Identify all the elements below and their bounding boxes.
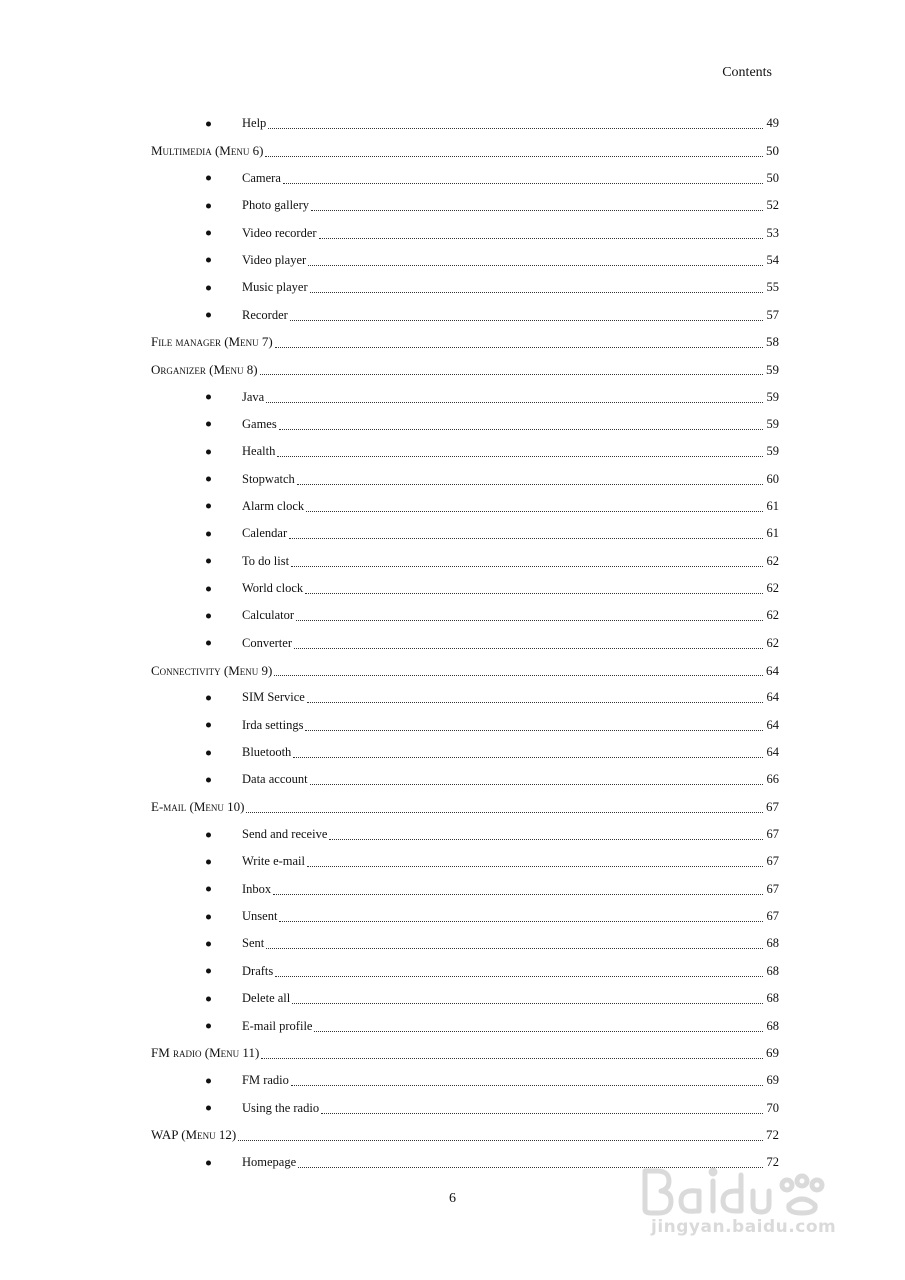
toc-label: Drafts xyxy=(242,963,274,978)
toc-entry[interactable] xyxy=(151,766,779,793)
toc-label: E-mail profile xyxy=(242,1018,313,1033)
toc-entry[interactable] xyxy=(151,630,779,657)
toc-label: Bluetooth xyxy=(242,745,292,760)
toc-entry[interactable] xyxy=(151,575,779,602)
watermark-url: jingyan.baidu.com xyxy=(651,1217,837,1237)
toc-page-number: 68 xyxy=(766,963,779,978)
bullet-icon xyxy=(206,203,211,208)
bullet-icon xyxy=(206,941,211,946)
toc-page-number: 64 xyxy=(766,690,779,705)
dot-leader xyxy=(246,811,763,813)
dot-leader xyxy=(329,838,763,840)
toc-chapter[interactable] xyxy=(151,1040,779,1067)
toc-page-number: 64 xyxy=(766,717,779,732)
toc-label: Recorder xyxy=(242,307,288,322)
toc-page-number: 64 xyxy=(766,745,779,760)
toc-entry[interactable] xyxy=(151,739,779,766)
dot-leader xyxy=(268,127,763,129)
bullet-icon xyxy=(206,313,211,318)
dot-leader xyxy=(319,237,763,239)
bullet-icon xyxy=(206,395,211,400)
toc-page-number: 72 xyxy=(766,1127,779,1143)
toc-entry[interactable] xyxy=(151,1067,779,1094)
bullet-icon xyxy=(206,695,211,700)
toc-label: File manager (Menu 7) xyxy=(151,334,273,350)
toc-page-number: 61 xyxy=(766,498,779,513)
toc-page-number: 62 xyxy=(766,553,779,568)
toc-page-number: 49 xyxy=(766,116,779,131)
bullet-icon xyxy=(206,777,211,782)
dot-leader xyxy=(289,537,763,539)
toc-page-number: 50 xyxy=(766,170,779,185)
toc-chapter[interactable] xyxy=(151,657,779,684)
dot-leader xyxy=(307,701,763,703)
toc-entry[interactable] xyxy=(151,684,779,711)
bullet-icon xyxy=(206,723,211,728)
toc-page-number: 59 xyxy=(766,361,779,377)
toc-entry[interactable] xyxy=(151,383,779,410)
toc-page-number: 70 xyxy=(766,1100,779,1115)
toc-label: Connectivity (Menu 9) xyxy=(151,662,273,678)
toc-entry[interactable] xyxy=(151,274,779,301)
toc-page-number: 62 xyxy=(766,608,779,623)
toc-label: Calculator xyxy=(242,608,295,623)
toc-label: Sent xyxy=(242,936,265,951)
dot-leader xyxy=(275,346,763,348)
baidu-jingyan-logo-icon xyxy=(637,1161,847,1221)
dot-leader xyxy=(297,483,763,485)
dot-leader xyxy=(293,756,763,758)
toc-label: Health xyxy=(242,444,276,459)
bullet-icon xyxy=(206,613,211,618)
toc-entry[interactable] xyxy=(151,1094,779,1121)
dot-leader xyxy=(290,319,763,321)
bullet-icon xyxy=(206,1024,211,1029)
bullet-icon xyxy=(206,586,211,591)
toc-label: Inbox xyxy=(242,881,272,896)
toc-label: Irda settings xyxy=(242,717,304,732)
table-of-contents xyxy=(151,110,779,1176)
bullet-icon xyxy=(206,531,211,536)
dot-leader xyxy=(266,401,763,403)
toc-label: Video player xyxy=(242,252,307,267)
toc-label: Games xyxy=(242,416,277,431)
bullet-icon xyxy=(206,750,211,755)
bullet-icon xyxy=(206,641,211,646)
toc-entry[interactable] xyxy=(151,192,779,219)
toc-label: Organizer (Menu 8) xyxy=(151,361,258,377)
bullet-icon xyxy=(206,887,211,892)
toc-entry[interactable] xyxy=(151,301,779,328)
toc-entry[interactable] xyxy=(151,247,779,274)
dot-leader xyxy=(294,647,763,649)
toc-entry[interactable] xyxy=(151,602,779,629)
bullet-icon xyxy=(206,121,211,126)
toc-page-number: 62 xyxy=(766,581,779,596)
toc-label: Stopwatch xyxy=(242,471,295,486)
toc-page-number: 59 xyxy=(766,416,779,431)
toc-chapter[interactable] xyxy=(151,356,779,383)
dot-leader xyxy=(296,619,763,621)
dot-leader xyxy=(291,1084,763,1086)
toc-entry[interactable] xyxy=(151,110,779,137)
toc-page-number: 60 xyxy=(766,471,779,486)
toc-label: Using the radio xyxy=(242,1100,320,1115)
toc-page-number: 66 xyxy=(766,772,779,787)
bullet-icon xyxy=(206,914,211,919)
toc-label: Send and receive xyxy=(242,827,328,842)
dot-leader xyxy=(266,947,763,949)
toc-entry[interactable] xyxy=(151,876,779,903)
toc-label: Multimedia (Menu 6) xyxy=(151,143,264,159)
dot-leader xyxy=(310,783,763,785)
toc-chapter[interactable] xyxy=(151,137,779,164)
toc-page-number: 59 xyxy=(766,444,779,459)
dot-leader xyxy=(265,155,763,157)
toc-page-number: 54 xyxy=(766,252,779,267)
toc-page-number: 55 xyxy=(766,280,779,295)
page-header-title: Contents xyxy=(722,65,772,80)
toc-entry[interactable] xyxy=(151,958,779,985)
toc-label: Video recorder xyxy=(242,225,317,240)
toc-label: SIM Service xyxy=(242,690,305,705)
toc-page-number: 69 xyxy=(766,1045,779,1061)
bullet-icon xyxy=(206,1078,211,1083)
toc-label: Write e-mail xyxy=(242,854,306,869)
bullet-icon xyxy=(206,477,211,482)
toc-page-number: 68 xyxy=(766,936,779,951)
toc-entry[interactable] xyxy=(151,438,779,465)
bullet-icon xyxy=(206,1160,211,1165)
dot-leader xyxy=(307,865,763,867)
toc-chapter[interactable] xyxy=(151,329,779,356)
page-number: 6 xyxy=(449,1191,456,1206)
toc-label: FM radio (Menu 11) xyxy=(151,1045,260,1061)
toc-label: Java xyxy=(242,389,265,404)
toc-page-number: 53 xyxy=(766,225,779,240)
toc-entry[interactable] xyxy=(151,493,779,520)
dot-leader xyxy=(279,428,763,430)
toc-label: World clock xyxy=(242,581,304,596)
bullet-icon xyxy=(206,449,211,454)
dot-leader xyxy=(277,455,763,457)
toc-page-number: 67 xyxy=(766,909,779,924)
dot-leader xyxy=(308,264,763,266)
dot-leader xyxy=(274,674,763,676)
toc-label: Help xyxy=(242,116,267,131)
toc-entry[interactable] xyxy=(151,712,779,739)
toc-label: Unsent xyxy=(242,909,278,924)
dot-leader xyxy=(305,592,763,594)
toc-page-number: 69 xyxy=(766,1073,779,1088)
toc-label: WAP (Menu 12) xyxy=(151,1127,237,1143)
toc-page-number: 62 xyxy=(766,635,779,650)
toc-entry[interactable] xyxy=(151,848,779,875)
toc-label: Alarm clock xyxy=(242,498,305,513)
toc-label: FM radio xyxy=(242,1073,289,1088)
toc-page-number: 57 xyxy=(766,307,779,322)
bullet-icon xyxy=(206,285,211,290)
toc-chapter[interactable] xyxy=(151,794,779,821)
toc-label: Data account xyxy=(242,772,308,787)
bullet-icon xyxy=(206,258,211,263)
toc-entry[interactable] xyxy=(151,821,779,848)
dot-leader xyxy=(238,1139,763,1141)
toc-entry[interactable] xyxy=(151,465,779,492)
dot-leader xyxy=(311,209,763,211)
toc-label: Homepage xyxy=(242,1155,297,1170)
toc-label: Converter xyxy=(242,635,292,650)
toc-label: Calendar xyxy=(242,526,288,541)
toc-entry[interactable] xyxy=(151,411,779,438)
toc-chapter[interactable] xyxy=(151,1122,779,1149)
toc-entry[interactable] xyxy=(151,985,779,1012)
toc-entry[interactable] xyxy=(151,165,779,192)
bullet-icon xyxy=(206,969,211,974)
toc-page-number: 58 xyxy=(766,334,779,350)
dot-leader xyxy=(283,182,763,184)
bullet-icon xyxy=(206,422,211,427)
toc-entry[interactable] xyxy=(151,548,779,575)
toc-page-number: 68 xyxy=(766,1018,779,1033)
bullet-icon xyxy=(206,859,211,864)
dot-leader xyxy=(310,291,763,293)
toc-label: Photo gallery xyxy=(242,198,310,213)
toc-entry[interactable] xyxy=(151,903,779,930)
watermark xyxy=(637,1161,847,1249)
dot-leader xyxy=(291,565,763,567)
toc-label: To do list xyxy=(242,553,290,568)
dot-leader xyxy=(279,920,763,922)
dot-leader xyxy=(306,510,763,512)
bullet-icon xyxy=(206,1106,211,1111)
toc-page-number: 72 xyxy=(766,1155,779,1170)
bullet-icon xyxy=(206,176,211,181)
toc-entry[interactable] xyxy=(151,520,779,547)
toc-label: Music player xyxy=(242,280,308,295)
toc-label: Delete all xyxy=(242,991,291,1006)
toc-entry[interactable] xyxy=(151,1012,779,1039)
dot-leader xyxy=(260,373,763,375)
dot-leader xyxy=(292,1002,763,1004)
toc-page-number: 61 xyxy=(766,526,779,541)
toc-label: Camera xyxy=(242,170,281,185)
toc-page-number: 52 xyxy=(766,198,779,213)
toc-page-number: 67 xyxy=(766,854,779,869)
toc-entry[interactable] xyxy=(151,930,779,957)
dot-leader xyxy=(314,1030,763,1032)
dot-leader xyxy=(261,1057,763,1059)
bullet-icon xyxy=(206,504,211,509)
toc-page-number: 67 xyxy=(766,827,779,842)
toc-page-number: 59 xyxy=(766,389,779,404)
toc-label: E-mail (Menu 10) xyxy=(151,799,245,815)
bullet-icon xyxy=(206,996,211,1001)
dot-leader xyxy=(305,729,763,731)
bullet-icon xyxy=(206,231,211,236)
dot-leader xyxy=(275,975,763,977)
toc-page-number: 67 xyxy=(766,881,779,896)
dot-leader xyxy=(321,1112,763,1114)
toc-page-number: 67 xyxy=(766,799,779,815)
bullet-icon xyxy=(206,832,211,837)
dot-leader xyxy=(273,893,763,895)
bullet-icon xyxy=(206,559,211,564)
toc-page-number: 68 xyxy=(766,991,779,1006)
toc-page-number: 64 xyxy=(766,662,779,678)
toc-entry[interactable] xyxy=(151,219,779,246)
toc-page-number: 50 xyxy=(766,143,779,159)
